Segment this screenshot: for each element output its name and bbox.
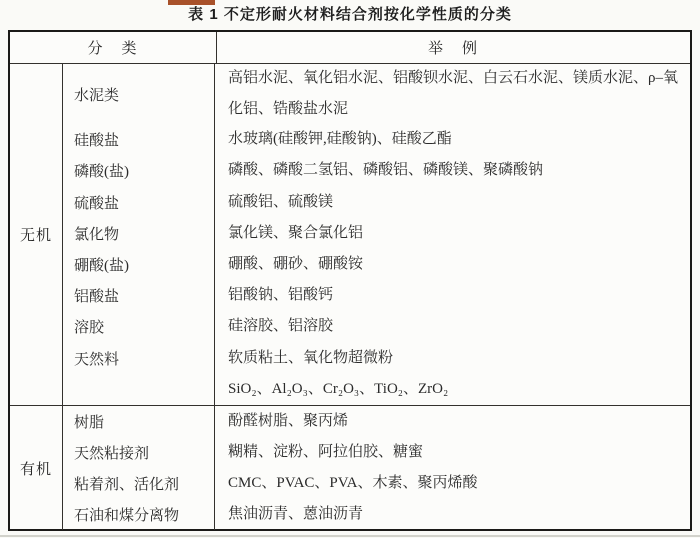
group-label-inorganic: 无机	[10, 64, 63, 405]
examples-cell	[215, 343, 690, 374]
examples-text: 铝酸钠、铝酸钙	[228, 287, 334, 304]
examples-cell	[215, 374, 690, 405]
category-cell	[63, 311, 215, 342]
table-row	[63, 311, 690, 342]
category-cell	[63, 374, 215, 405]
examples-cell	[215, 406, 690, 437]
category-label: 磷酸(盐)	[74, 164, 129, 181]
examples-text: 高铝水泥、氧化铝水泥、铝酸钡水泥、白云石水泥、镁质水泥、ρ–氧化铝、锆酸盐水泥	[228, 70, 678, 117]
examples-cell	[215, 499, 690, 530]
category-label: 铝酸盐	[74, 289, 120, 306]
table-row	[63, 218, 690, 249]
category-label: 石油和煤分离物	[74, 508, 180, 524]
examples-cell	[215, 186, 690, 217]
category-label: 氯化物	[74, 226, 120, 243]
category-cell	[63, 249, 215, 280]
examples-text: 焦油沥青、蒽油沥青	[228, 506, 364, 522]
category-cell	[63, 406, 215, 437]
table-row	[63, 343, 690, 374]
category-label: 天然粘接剂	[74, 446, 150, 462]
examples-text: 软质粘土、氧化物超微粉	[228, 349, 394, 366]
category-label: 树脂	[74, 415, 105, 431]
binder-classification-table	[8, 30, 692, 531]
examples-text: 酚醛树脂、聚丙烯	[228, 413, 349, 429]
table-row	[63, 499, 690, 530]
examples-cell	[215, 437, 690, 468]
category-label: 溶胶	[74, 320, 105, 337]
table-row	[63, 280, 690, 311]
header-examples-cell: 举 例	[427, 41, 479, 57]
examples-cell	[215, 280, 690, 311]
category-cell	[63, 437, 215, 468]
category-cell	[63, 468, 215, 499]
examples-cell	[215, 155, 690, 186]
group-inorganic	[10, 64, 690, 406]
examples-text: 硼酸、硼砂、硼酸铵	[228, 255, 364, 272]
examples-text: 磷酸、磷酸二氢铝、磷酸铝、磷酸镁、聚磷酸钠	[228, 162, 544, 179]
category-label: 天然料	[74, 351, 120, 368]
examples-cell	[215, 311, 690, 342]
header-classification-cell: 分 类	[10, 32, 217, 63]
examples-text: 糊精、淀粉、阿拉伯胶、糖蜜	[228, 444, 424, 460]
group-organic	[10, 406, 690, 530]
table-row	[63, 437, 690, 468]
table-row	[63, 374, 690, 405]
table-row	[63, 64, 690, 124]
category-cell	[63, 218, 215, 249]
table-header-row	[10, 32, 690, 64]
category-cell	[63, 186, 215, 217]
category-cell	[63, 124, 215, 155]
table-row	[63, 186, 690, 217]
examples-text: 硫酸铝、硫酸镁	[228, 193, 334, 210]
organic-rows	[63, 406, 690, 530]
category-cell	[63, 155, 215, 186]
examples-cell	[215, 64, 690, 124]
category-cell	[63, 343, 215, 374]
category-label: 硼酸(盐)	[74, 257, 129, 274]
category-label: 硫酸盐	[74, 195, 120, 212]
category-cell	[63, 280, 215, 311]
table-row	[63, 249, 690, 280]
table-row	[63, 124, 690, 155]
examples-text: 水玻璃(硅酸钾,硅酸钠)、硅酸乙酯	[228, 131, 452, 148]
examples-text: CMC、PVAC、PVA、木素、聚丙烯酸	[228, 475, 478, 491]
table-row	[63, 406, 690, 437]
page-shadow-line	[0, 535, 700, 537]
table-row	[63, 155, 690, 186]
examples-cell	[215, 249, 690, 280]
category-cell	[63, 499, 215, 530]
examples-cell	[215, 468, 690, 499]
group-label-organic: 有机	[10, 406, 63, 530]
inorganic-rows	[63, 64, 690, 405]
document-title: 表 1 不定形耐火材料结合剂按化学性质的分类	[188, 6, 512, 23]
category-label: 粘着剂、活化剂	[74, 477, 180, 493]
examples-text: SiO₂、Al₂O₃、Cr₂O₃、TiO₂、ZrO₂	[228, 380, 449, 397]
examples-text: 硅溶胶、铝溶胶	[228, 318, 334, 335]
category-label: 水泥类	[74, 87, 120, 104]
table-row	[63, 468, 690, 499]
category-label: 硅酸盐	[74, 133, 120, 150]
examples-text: 氯化镁、聚合氯化铝	[228, 224, 364, 241]
examples-cell	[215, 218, 690, 249]
examples-cell	[215, 124, 690, 155]
category-cell	[63, 64, 215, 124]
